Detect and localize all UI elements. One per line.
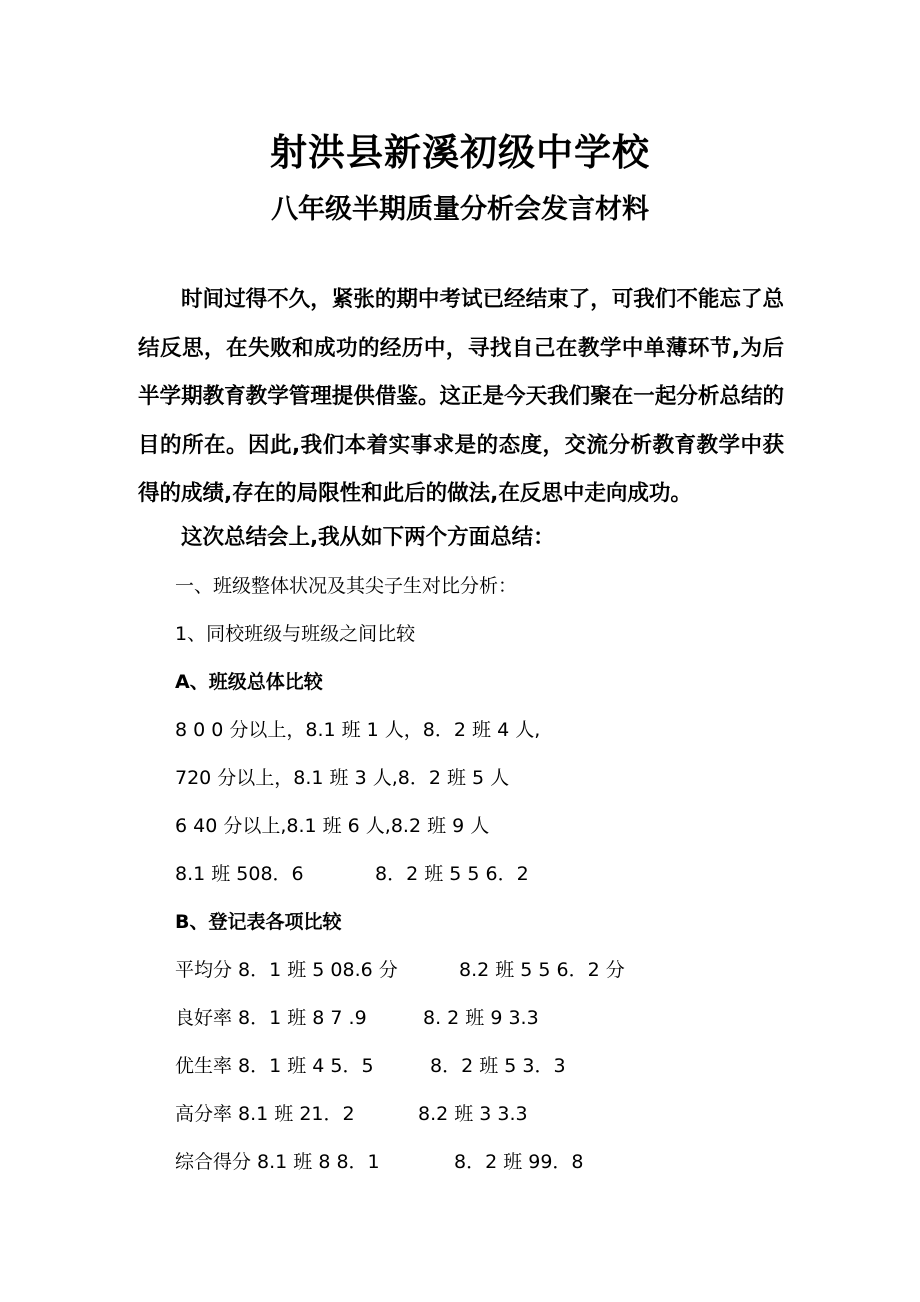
part-a-totals-left: 8.1 班 508．6 [175,863,304,885]
part-b-heading: B、登记表各项比较 [175,911,342,933]
part-b-row-left: 良好率 8．1 班 8 7 .9 [175,1007,367,1029]
summary-intro: 这次总结会上,我从如下两个方面总结： [181,525,555,550]
part-b-row-right: 8.2 班 3 3.3 [418,1103,528,1125]
document-subtitle: 八年级半期质量分析会发言材料 [271,194,649,225]
part-b-row-right: 8．2 班 99．8 [454,1151,584,1173]
part-b-row-right: 8. 2 班 9 3.3 [423,1007,539,1029]
part-b-row-right: 8.2 班 5 5 6．2 分 [459,959,625,981]
part-a-line: 720 分以上，8.1 班 3 人,8．2 班 5 人 [175,767,510,789]
part-b-row-left: 优生率 8．1 班 4 5．5 [175,1055,374,1077]
part-a-heading: A、班级总体比较 [175,671,323,693]
part-b-row-left: 平均分 8．1 班 5 08.6 分 [175,959,398,981]
subsection-one-heading: 1、同校班级与班级之间比较 [175,623,416,645]
part-a-line: 6 40 分以上,8.1 班 6 人,8.2 班 9 人 [175,815,490,837]
part-a-line: 8 0 0 分以上，8.1 班 1 人，8．2 班 4 人, [175,719,541,741]
section-one-heading: 一、班级整体状况及其尖子生对比分析： [175,575,518,597]
part-b-row-left: 综合得分 8.1 班 8 8．1 [175,1151,380,1173]
part-a-totals-right: 8．2 班 5 5 6．2 [375,863,529,885]
part-b-row-right: 8．2 班 5 3．3 [430,1055,566,1077]
document-title: 射洪县新溪初级中学校 [270,131,650,174]
intro-paragraph: 时间过得不久，紧张的期中考试已经结束了，可我们不能忘了总结反思，在失败和成功的经历中，寻找自己在教学中单薄环节,为后半学期教育教学管理提供借鉴。这正是今天我们聚在一起分析总结的目的所在。因此,我们本着实事求是的态度，交流分析教育教学中获得的成绩,存在的局限性和此后的做法,在反思中走向成功。 [138,287,784,507]
part-b-row-left: 高分率 8.1 班 21．2 [175,1103,355,1125]
